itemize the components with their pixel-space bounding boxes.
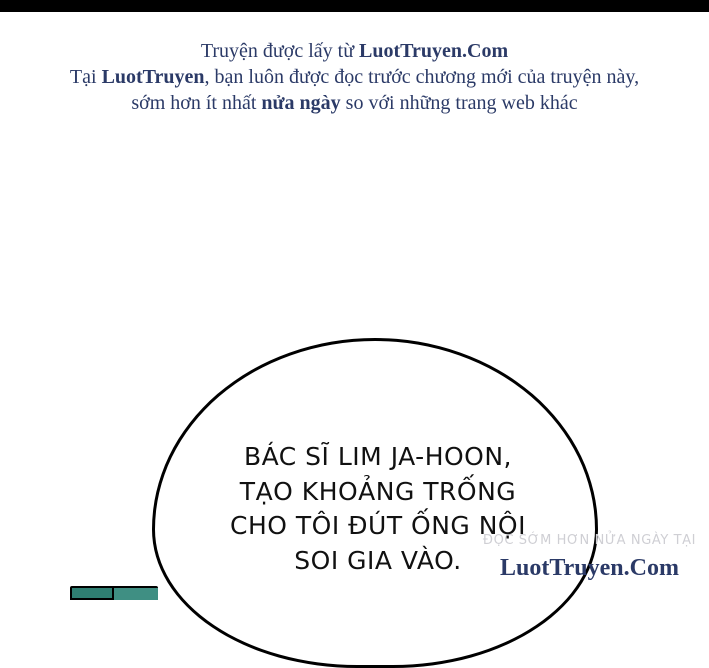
promo-line-3-prefix: sớm hơn ít nhất	[131, 92, 262, 114]
promo-line-1-prefix: Truyện được lấy từ	[200, 40, 360, 62]
speech-line-2: TẠO KHOẢNG TRỐNG	[239, 476, 517, 506]
promo-line-2	[0, 64, 709, 90]
promo-brand-inline-1: LuotTruyen.Com	[359, 40, 509, 62]
corner-watermark-faint: ĐỌC SỚM HƠN NỬA NGÀY TẠI	[482, 533, 697, 548]
promo-line-3	[0, 90, 709, 116]
green-artwork-fragment-secondary	[112, 588, 158, 600]
corner-watermark-brand: LuotTruyen.Com	[500, 555, 679, 581]
panel-divider-bar	[0, 0, 709, 12]
promo-watermark-block	[0, 38, 709, 116]
promo-brand-inline-2: LuotTruyen	[101, 66, 205, 88]
speech-line-1: BÁC SĨ LIM JA-HOON,	[243, 442, 513, 471]
promo-line-2-prefix: Tại	[69, 66, 102, 88]
speech-line-3: CHO TÔI ĐÚT ỐNG NỘI	[230, 511, 526, 540]
speech-bubble-text	[168, 440, 588, 578]
promo-line-2-suffix: , bạn luôn được đọc trước chương mới của truyện này,	[204, 66, 640, 88]
promo-line-1	[0, 38, 709, 64]
promo-line-3-suffix: so với những trang web khác	[340, 92, 578, 114]
promo-line-3-emphasis: nửa ngày	[261, 92, 341, 114]
speech-line-4: SOI GIA VÀO.	[294, 545, 462, 575]
